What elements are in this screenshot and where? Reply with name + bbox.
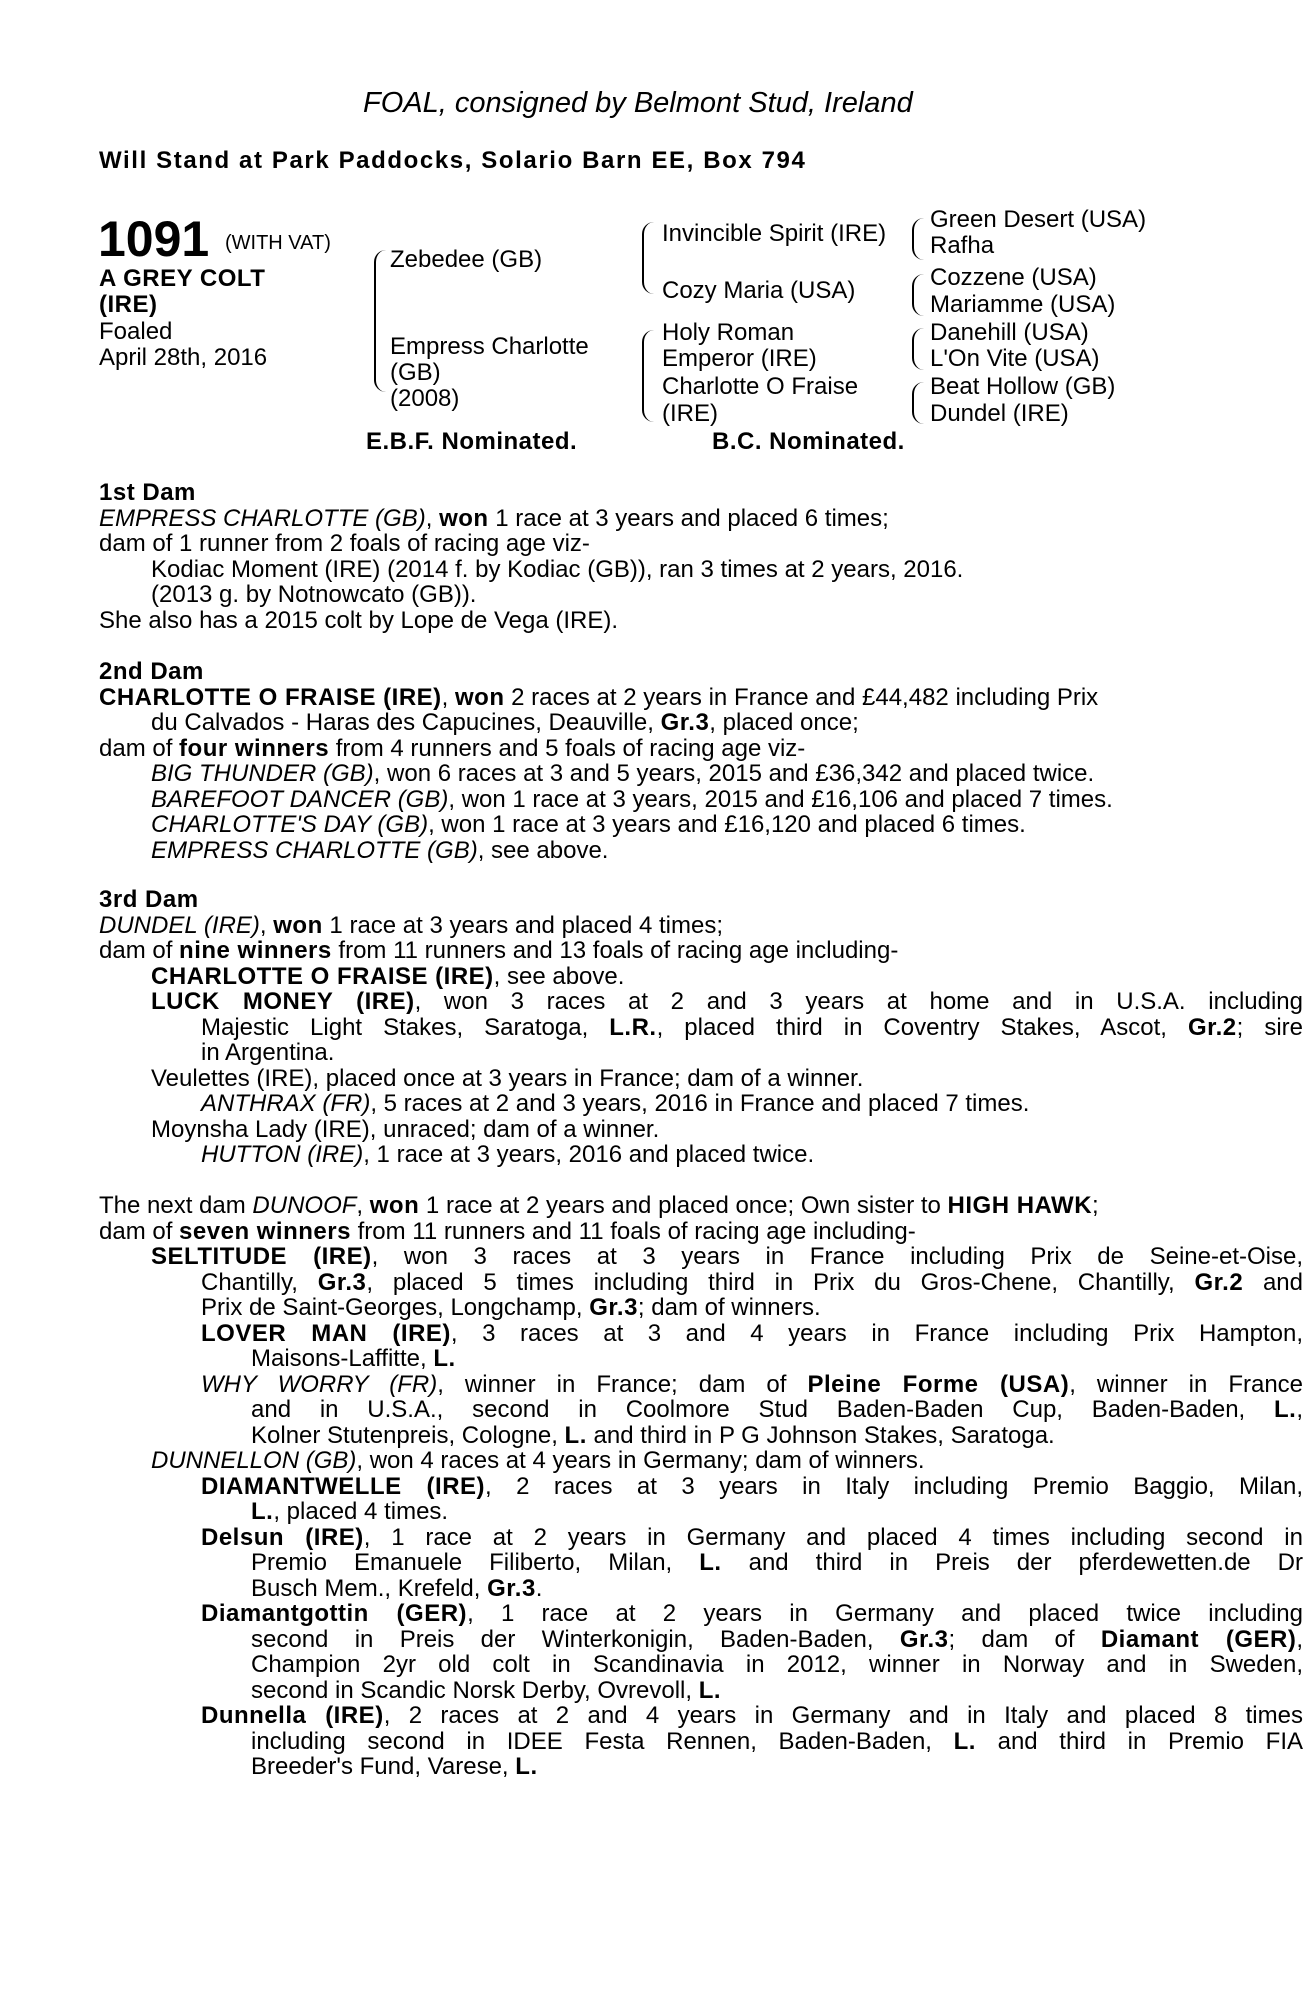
pedigree-dam-country: (GB) [390, 359, 441, 386]
third-dam-foal: LUCK MONEY (IRE), won 3 races at 2 and 3 years at home and in U.S.A. including [151, 988, 1304, 1015]
third-dam-foal-cont: Majestic Light Stakes, Saratoga, L.R., placed third in Coventry Stakes, Ascot, Gr.2; sire [201, 1013, 1303, 1041]
next-dam-grandfoal-cont: Champion 2yr old colt in Scandinavia in 2012, winner in Norway and in Sweden, [251, 1651, 1303, 1678]
pedigree-brace-ds [912, 328, 924, 370]
pedigree-dam-sire: Holy Roman [662, 319, 795, 346]
second-dam-section [99, 659, 1113, 863]
third-dam-foal: CHARLOTTE O FRAISE (IRE), see above. [151, 962, 625, 990]
pedigree-sds: Cozzene (USA) [930, 264, 1097, 291]
stand-location: Will Stand at Park Paddocks, Solario Barn EE, Box 794 [99, 147, 807, 174]
pedigree-dam: Empress Charlotte [390, 333, 589, 360]
second-dam-line: CHARLOTTE O FRAISE (IRE), won 2 races at 2 years in France and £44,482 including Prix [99, 683, 1099, 711]
third-dam-heading: 3rd Dam [99, 886, 199, 913]
next-dam-grandfoal: Delsun (IRE), 1 race at 2 years in Germany and placed 4 times including second in [201, 1523, 1303, 1551]
next-dam-line: The next dam DUNOOF, won 1 race at 2 years and placed once; Own sister to HIGH HAWK; [99, 1192, 1099, 1219]
pedigree-dss: Danehill (USA) [930, 319, 1089, 346]
third-dam-grandfoal: ANTHRAX (FR), 5 races at 2 and 3 years, 2016 in France and placed 7 times. [201, 1090, 1030, 1117]
third-dam-foal: Moynsha Lady (IRE), unraced; dam of a winner. [151, 1115, 660, 1143]
pedigree-brace-ss [912, 218, 924, 260]
next-dam-grandfoal-cont: Kolner Stutenpreis, Cologne, L. and third in P G Johnson Stakes, Saratoga. [251, 1421, 1055, 1449]
lot-country: (IRE) [99, 291, 158, 318]
pedigree-brace-sd [912, 274, 924, 316]
first-dam-note: She also has a 2015 colt by Lope de Vega (IRE). [99, 606, 619, 634]
ebf-nominated: E.B.F. Nominated. [366, 428, 578, 455]
next-dam-grandfoal-cont: Maisons-Laffitte, L. [251, 1345, 456, 1372]
next-dam-section [99, 1193, 1303, 1780]
next-dam-grandfoal: DIAMANTWELLE (IRE), 2 races at 3 years in Italy including Premio Baggio, Milan, [201, 1472, 1304, 1500]
third-dam-section [99, 887, 1303, 1168]
second-dam-foal: CHARLOTTE'S DAY (GB), won 1 race at 3 years and £16,120 and placed 6 times. [151, 811, 1026, 838]
lot-number: 1091 [98, 211, 210, 267]
first-dam-line: EMPRESS CHARLOTTE (GB), won 1 race at 3 years and placed 6 times; [99, 504, 889, 532]
next-dam-grandfoal: Diamantgottin (GER), 1 race at 2 years in Germany and placed twice including [201, 1600, 1304, 1627]
pedigree-brace-dd [912, 382, 924, 424]
second-dam-heading: 2nd Dam [99, 658, 204, 685]
next-dam-grandfoal-cont: Busch Mem., Krefeld, Gr.3. [251, 1574, 543, 1602]
pedigree-dam-year: (2008) [390, 385, 460, 412]
foaled-label: Foaled [99, 318, 173, 345]
first-dam-heading: 1st Dam [99, 479, 196, 506]
second-dam-foal: EMPRESS CHARLOTTE (GB), see above. [151, 836, 609, 864]
next-dam-foal-cont: Chantilly, Gr.3, placed 5 times including third in Prix du Gros-Chene, Chantilly, Gr.2 and [201, 1268, 1303, 1296]
pedigree-brace-dam [642, 330, 656, 422]
lot-description: A GREY COLT [99, 265, 266, 292]
first-dam-foal: Kodiac Moment (IRE) (2014 f. by Kodiac (GB)), ran 3 times at 2 years, 2016. [151, 555, 964, 583]
second-dam-foal: BIG THUNDER (GB), won 6 races at 3 and 5 years, 2015 and £36,342 and placed twice. [151, 760, 1095, 787]
next-dam-grandfoal-cont: including second in IDEE Festa Rennen, Baden-Baden, L. and third in Premio FIA [251, 1727, 1303, 1755]
next-dam-grandfoal-cont: Premio Emanuele Filiberto, Milan, L. and third in Preis der pferdewetten.de Dr [251, 1549, 1303, 1576]
third-dam-foal: Veulettes (IRE), placed once at 3 years in France; dam of a winner. [151, 1064, 864, 1092]
pedigree-dam-dam: Charlotte O Fraise [662, 373, 859, 400]
next-dam-foal: SELTITUDE (IRE), won 3 races at 3 years in France including Prix de Seine-et-Oise, [151, 1243, 1303, 1270]
pedigree-brace-main [374, 250, 388, 392]
second-dam-produce: dam of four winners from 4 runners and 5 foals of racing age viz- [99, 734, 806, 762]
second-dam-line: du Calvados - Haras des Capucines, Deauville, Gr.3, placed once; [151, 709, 859, 736]
next-dam-foal: DUNNELLON (GB), won 4 races at 4 years in Germany; dam of winners. [151, 1447, 925, 1474]
third-dam-line: DUNDEL (IRE), won 1 race at 3 years and placed 4 times; [99, 911, 723, 939]
second-dam-foal: BAREFOOT DANCER (GB), won 1 race at 3 years, 2015 and £16,106 and placed 7 times. [151, 785, 1113, 813]
bc-nominated: B.C. Nominated. [712, 428, 905, 455]
pedigree-dam-dam-2: (IRE) [662, 400, 718, 427]
next-dam-produce: dam of seven winners from 11 runners and 11 foals of racing age including- [99, 1217, 916, 1245]
third-dam-grandfoal: HUTTON (IRE), 1 race at 3 years, 2016 and placed twice. [201, 1141, 815, 1168]
pedigree-sire-dam: Cozy Maria (USA) [662, 277, 856, 304]
third-dam-produce: dam of nine winners from 11 runners and 13 foals of racing age including- [99, 937, 899, 964]
first-dam-produce: dam of 1 runner from 2 foals of racing age viz- [99, 530, 590, 557]
next-dam-foal-cont: Prix de Saint-Georges, Longchamp, Gr.3; dam of winners. [201, 1294, 821, 1321]
pedigree-ddd: Dundel (IRE) [930, 400, 1069, 427]
next-dam-grandfoal: WHY WORRY (FR), winner in France; dam of Pleine Forme (USA), winner in France [201, 1370, 1304, 1398]
pedigree-dsd: L'On Vite (USA) [930, 345, 1100, 372]
next-dam-grandfoal: Dunnella (IRE), 2 races at 2 and 4 years in Germany and in Italy and placed 8 times [201, 1702, 1303, 1729]
first-dam-section [99, 480, 963, 633]
next-dam-grandfoal: LOVER MAN (IRE), 3 races at 3 and 4 years in France including Prix Hampton, [201, 1319, 1303, 1347]
next-dam-grandfoal-cont: second in Preis der Winterkonigin, Baden-Baden, Gr.3; dam of Diamant (GER), [251, 1625, 1304, 1653]
pedigree-sire-sire: Invincible Spirit (IRE) [662, 220, 887, 247]
third-dam-foal-cont: in Argentina. [201, 1039, 335, 1066]
lot-vat: (WITH VAT) [225, 232, 331, 254]
next-dam-grandfoal-cont: Breeder's Fund, Varese, L. [251, 1753, 538, 1780]
pedigree-dam-sire-2: Emperor (IRE) [662, 345, 817, 372]
pedigree-brace-sire [642, 222, 656, 294]
next-dam-grandfoal-cont: and in U.S.A., second in Coolmore Stud Baden-Baden Cup, Baden-Baden, L., [251, 1396, 1303, 1423]
pedigree-sss: Green Desert (USA) [930, 206, 1147, 233]
next-dam-grandfoal-cont: second in Scandic Norsk Derby, Ovrevoll, L. [251, 1676, 722, 1704]
foaled-date: April 28th, 2016 [99, 344, 268, 371]
pedigree-sdd: Mariamme (USA) [930, 291, 1116, 318]
pedigree-ssd: Rafha [930, 232, 995, 259]
page-title: FOAL, consigned by Belmont Stud, Ireland [363, 87, 913, 119]
next-dam-grandfoal-cont: L., placed 4 times. [251, 1498, 449, 1525]
first-dam-foal: (2013 g. by Notnowcato (GB)). [151, 581, 477, 608]
pedigree-sire: Zebedee (GB) [390, 246, 543, 273]
pedigree-dds: Beat Hollow (GB) [930, 373, 1116, 400]
